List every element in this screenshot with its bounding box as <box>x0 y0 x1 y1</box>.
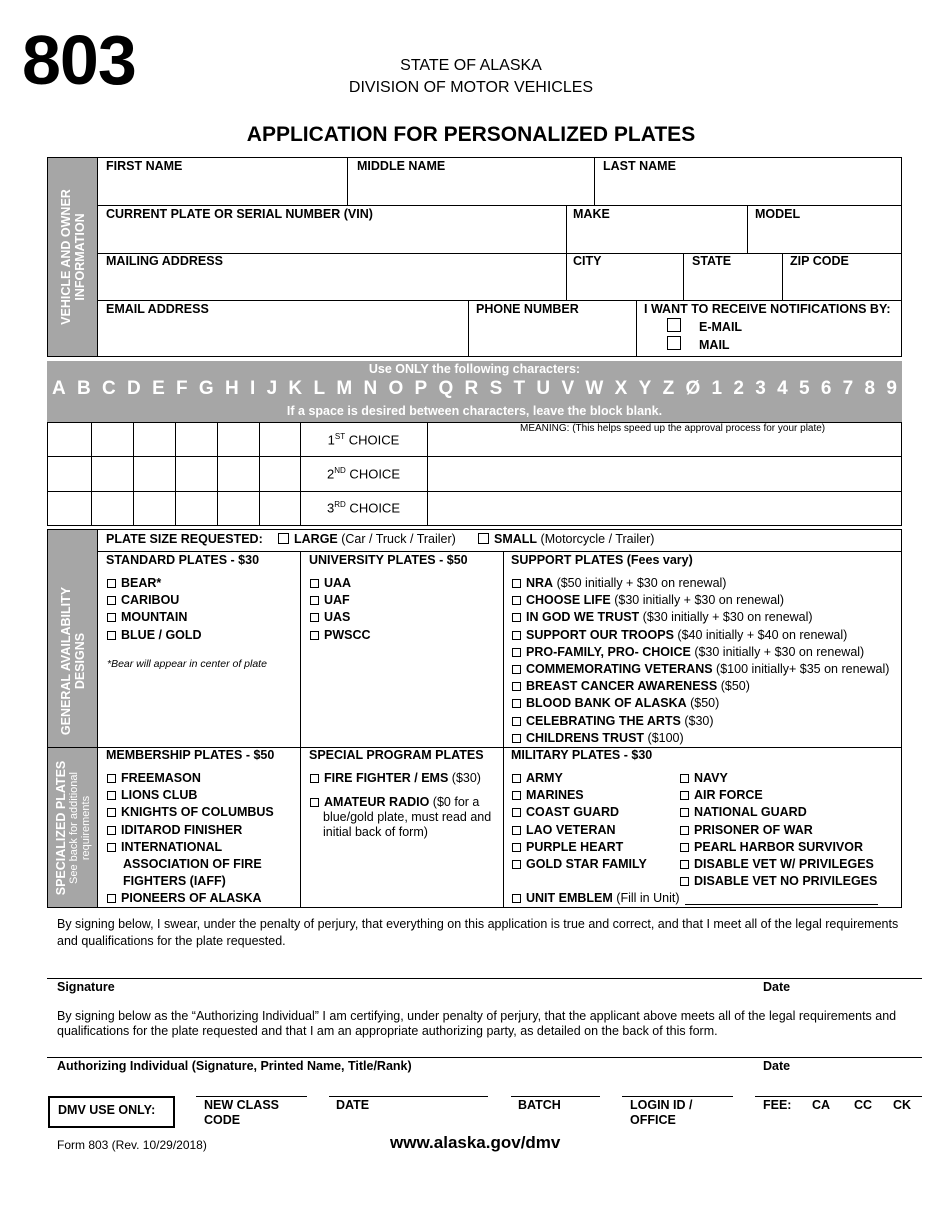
form-number: 803 <box>22 21 136 99</box>
university-plates-list <box>310 575 371 644</box>
signature-label: Signature <box>57 980 115 994</box>
general-side-label: GENERAL AVAILABILITY DESIGNS <box>58 586 87 735</box>
support-breast-cancer[interactable]: BREAST CANCER AWARENESS ($50) <box>512 678 889 695</box>
membership-iditarod-finisher[interactable]: IDITAROD FINISHER <box>107 822 297 839</box>
membership-plates-title: MEMBERSHIP PLATES - $50 <box>106 748 275 762</box>
support-childrens-trust[interactable]: CHILDRENS TRUST ($100) <box>512 730 889 747</box>
military-left-list <box>512 770 647 873</box>
support-our-troops[interactable]: SUPPORT OUR TROOPS ($40 initially + $40 on renewal) <box>512 627 889 644</box>
allowed-char: F <box>176 378 188 399</box>
meaning-label: MEANING: (This helps speed up the approval process for your plate) <box>520 423 826 434</box>
dmv-date-label: DATE <box>336 1098 370 1112</box>
university-plates-title: UNIVERSITY PLATES - $50 <box>309 553 468 567</box>
allowed-char: L <box>313 378 326 399</box>
membership-pioneers[interactable]: PIONEERS OF ALASKA <box>107 890 297 907</box>
characters-row <box>52 378 897 400</box>
allowed-char: 6 <box>820 378 832 399</box>
declaration-text: By signing below, I swear, under the penalty of perjury, that everything on this application is true and correct, and that I meet all of the legal requirements and qualifications for the plate requested. <box>57 917 899 948</box>
allowed-char: I <box>250 378 256 399</box>
university-uaa[interactable]: UAA <box>310 575 371 592</box>
authorizing-line[interactable] <box>47 1057 922 1058</box>
allowed-char: S <box>489 378 503 399</box>
plate-size-small[interactable]: SMALL (Motorcycle / Trailer) <box>478 532 654 546</box>
military-coast-guard[interactable]: COAST GUARD <box>512 804 647 821</box>
current-plate-label: CURRENT PLATE OR SERIAL NUMBER (VIN) <box>106 207 373 221</box>
allowed-char: 3 <box>755 378 766 399</box>
allowed-char: W <box>585 378 604 399</box>
authorizing-label: Authorizing Individual (Signature, Printed Name, Title/Rank) <box>57 1059 412 1073</box>
dmv-use-only-box: DMV USE ONLY: <box>48 1096 175 1128</box>
middle-name-label: MIDDLE NAME <box>357 159 446 173</box>
support-celebrating-arts[interactable]: CELEBRATING THE ARTS ($30) <box>512 713 889 730</box>
mailing-address-label: MAILING ADDRESS <box>106 254 223 268</box>
notifications-label: I WANT TO RECEIVE NOTIFICATIONS BY: <box>644 302 891 316</box>
allowed-char: K <box>288 378 303 399</box>
signature-line[interactable] <box>47 978 922 979</box>
standard-plates-title: STANDARD PLATES - $30 <box>106 553 260 567</box>
allowed-char: V <box>561 378 575 399</box>
choice-2-label: 2ND CHOICE <box>327 466 400 482</box>
membership-knights-of-columbus[interactable]: KNIGHTS OF COLUMBUS <box>107 804 297 821</box>
login-office-label: LOGIN ID / OFFICE <box>630 1098 693 1127</box>
military-disable-vet-no[interactable]: DISABLE VET NO PRIVILEGES <box>680 873 877 890</box>
allowed-char: X <box>614 378 628 399</box>
military-pearl-harbor[interactable]: PEARL HARBOR SURVIVOR <box>680 839 877 856</box>
general-side-band <box>48 530 97 747</box>
support-in-god-we-trust[interactable]: IN GOD WE TRUST ($30 initially + $30 on renewal) <box>512 609 889 626</box>
choice-3-label: 3RD CHOICE <box>327 500 400 516</box>
state-label: STATE <box>692 254 732 268</box>
new-class-code-label: NEW CLASS CODE <box>204 1098 279 1127</box>
standard-bear[interactable]: BEAR* <box>107 575 202 592</box>
allowed-char: N <box>363 378 378 399</box>
allowed-char: 7 <box>842 378 854 399</box>
membership-iaff[interactable]: INTERNATIONAL ASSOCIATION OF FIRE FIGHTERS (IAFF) <box>107 839 288 891</box>
allowed-char: Z <box>662 378 675 399</box>
university-uaf[interactable]: UAF <box>310 592 371 609</box>
owner-side-band <box>48 158 97 356</box>
last-name-label: LAST NAME <box>603 159 676 173</box>
military-unit-emblem[interactable]: UNIT EMBLEM (Fill in Unit) <box>512 890 679 907</box>
characters-band <box>47 361 902 422</box>
support-plates-title: SUPPORT PLATES (Fees vary) <box>511 553 693 567</box>
email-address-label: EMAIL ADDRESS <box>106 302 209 316</box>
allowed-char: U <box>536 378 551 399</box>
large-checkbox[interactable] <box>278 533 289 544</box>
allowed-char: 8 <box>864 378 876 399</box>
university-uas[interactable]: UAS <box>310 609 371 626</box>
standard-mountain[interactable]: MOUNTAIN <box>107 609 202 626</box>
authorizing-text: By signing below as the “Authorizing Individual” I am certifying, under penalty of perjury, that the applicant above meets all of the legal requirements and qualifications for the plate requested and that I am an appropriate authorizing party, as detailed on the back of this form. <box>57 1009 897 1038</box>
allowed-char: Ø <box>685 378 701 399</box>
fee-label: FEE: <box>763 1098 792 1112</box>
military-right-list <box>680 770 877 890</box>
military-marines[interactable]: MARINES <box>512 787 647 804</box>
military-purple-heart[interactable]: PURPLE HEART <box>512 839 647 856</box>
support-plates-list <box>512 575 889 747</box>
allowed-char: A <box>52 378 66 399</box>
authorizing-date-label: Date <box>763 1059 791 1073</box>
allowed-char: G <box>198 378 214 399</box>
allowed-char: Y <box>638 378 652 399</box>
membership-freemason[interactable]: FREEMASON <box>107 770 297 787</box>
website-url[interactable]: www.alaska.gov/dmv <box>390 1133 561 1152</box>
model-label: MODEL <box>755 207 801 221</box>
allowed-char: P <box>414 378 428 399</box>
allowed-char: B <box>77 378 91 399</box>
standard-caribou[interactable]: CARIBOU <box>107 592 202 609</box>
membership-plates-list <box>107 770 297 908</box>
make-label: MAKE <box>573 207 610 221</box>
university-pwscc[interactable]: PWSCC <box>310 627 371 644</box>
notify-mail-label: MAIL <box>699 338 730 352</box>
allowed-char: H <box>224 378 239 399</box>
allowed-char: R <box>464 378 479 399</box>
allowed-char: C <box>102 378 116 399</box>
phone-number-label: PHONE NUMBER <box>476 302 579 316</box>
state-name: STATE OF ALASKA <box>400 57 542 74</box>
bear-note: *Bear will appear in center of plate <box>107 658 267 670</box>
military-plates-title: MILITARY PLATES - $30 <box>511 748 653 762</box>
allowed-char: 1 <box>711 378 723 399</box>
support-commemorating-veterans[interactable]: COMMEMORATING VETERANS ($100 initially+ $35 on renewal) <box>512 661 889 678</box>
first-name-label: FIRST NAME <box>106 159 183 173</box>
city-label: CITY <box>573 254 602 268</box>
military-national-guard[interactable]: NATIONAL GUARD <box>680 804 877 821</box>
allowed-char: Q <box>438 378 454 399</box>
unit-emblem-line[interactable] <box>685 904 878 905</box>
notify-mail-checkbox[interactable] <box>667 336 681 350</box>
allowed-char: 9 <box>886 378 897 399</box>
notify-email-label: E-MAIL <box>699 320 743 334</box>
allowed-char: M <box>336 378 353 399</box>
page-title: APPLICATION FOR PERSONALIZED PLATES <box>246 123 696 146</box>
allowed-char: J <box>266 378 278 399</box>
special-program-title: SPECIAL PROGRAM PLATES <box>309 748 484 762</box>
small-checkbox[interactable] <box>478 533 489 544</box>
specialized-side-band <box>48 748 97 907</box>
fee-cc-label: CC <box>854 1098 873 1112</box>
allowed-char: T <box>513 378 526 399</box>
batch-label: BATCH <box>518 1098 561 1112</box>
standard-blue-gold[interactable]: BLUE / GOLD <box>107 627 202 644</box>
zip-code-label: ZIP CODE <box>790 254 849 268</box>
military-prisoner-of-war[interactable]: PRISONER OF WAR <box>680 822 877 839</box>
support-blood-bank[interactable]: BLOOD BANK OF ALASKA ($50) <box>512 695 889 712</box>
fee-ck-label: CK <box>893 1098 912 1112</box>
fee-ca-label: CA <box>812 1098 831 1112</box>
allowed-char: O <box>388 378 404 399</box>
support-pro-family-pro-choice[interactable]: PRO-FAMILY, PRO- CHOICE ($30 initially + $30 on renewal) <box>512 644 889 661</box>
characters-note: If a space is desired between characters, leave the block blank. <box>286 404 663 418</box>
choice-1-label: 1ST CHOICE <box>327 432 400 448</box>
military-army[interactable]: ARMY <box>512 770 647 787</box>
military-air-force[interactable]: AIR FORCE <box>680 787 877 804</box>
allowed-char: E <box>152 378 165 399</box>
military-disable-vet-with[interactable]: DISABLE VET W/ PRIVILEGES <box>680 856 877 873</box>
notify-email-checkbox[interactable] <box>667 318 681 332</box>
membership-lions-club[interactable]: LIONS CLUB <box>107 787 297 804</box>
special-amateur-radio[interactable]: AMATEUR RADIO ($0 for a blue/gold plate, must read and initial back of form) <box>310 795 511 840</box>
owner-side-label: VEHICLE AND OWNER INFORMATION <box>58 189 87 325</box>
military-navy[interactable]: NAVY <box>680 770 877 787</box>
specialized-side-label: SPECIALIZED PLATES See back for additional requirements <box>53 760 92 895</box>
special-fire-fighter[interactable]: FIRE FIGHTER / EMS ($30) <box>310 770 481 787</box>
standard-plates-list <box>107 575 202 644</box>
support-nra[interactable]: NRA ($50 initially + $30 on renewal) <box>512 575 889 592</box>
allowed-char: 4 <box>777 378 788 399</box>
allowed-char: 5 <box>798 378 810 399</box>
military-gold-star-family[interactable]: GOLD STAR FAMILY <box>512 856 647 873</box>
allowed-char: 2 <box>733 378 744 399</box>
plate-size-label: PLATE SIZE REQUESTED: <box>106 532 263 546</box>
plate-size-row <box>106 532 263 546</box>
plate-size-large[interactable]: LARGE (Car / Truck / Trailer) <box>278 532 456 546</box>
form-revision: Form 803 (Rev. 10/29/2018) <box>57 1138 207 1152</box>
characters-intro: Use ONLY the following characters: <box>368 362 581 376</box>
support-choose-life[interactable]: CHOOSE LIFE ($30 initially + $30 on renewal) <box>512 592 889 609</box>
signature-date-label: Date <box>763 980 791 994</box>
military-lao-veteran[interactable]: LAO VETERAN <box>512 822 647 839</box>
division-name: DIVISION OF MOTOR VEHICLES <box>348 79 594 96</box>
allowed-char: D <box>127 378 141 399</box>
